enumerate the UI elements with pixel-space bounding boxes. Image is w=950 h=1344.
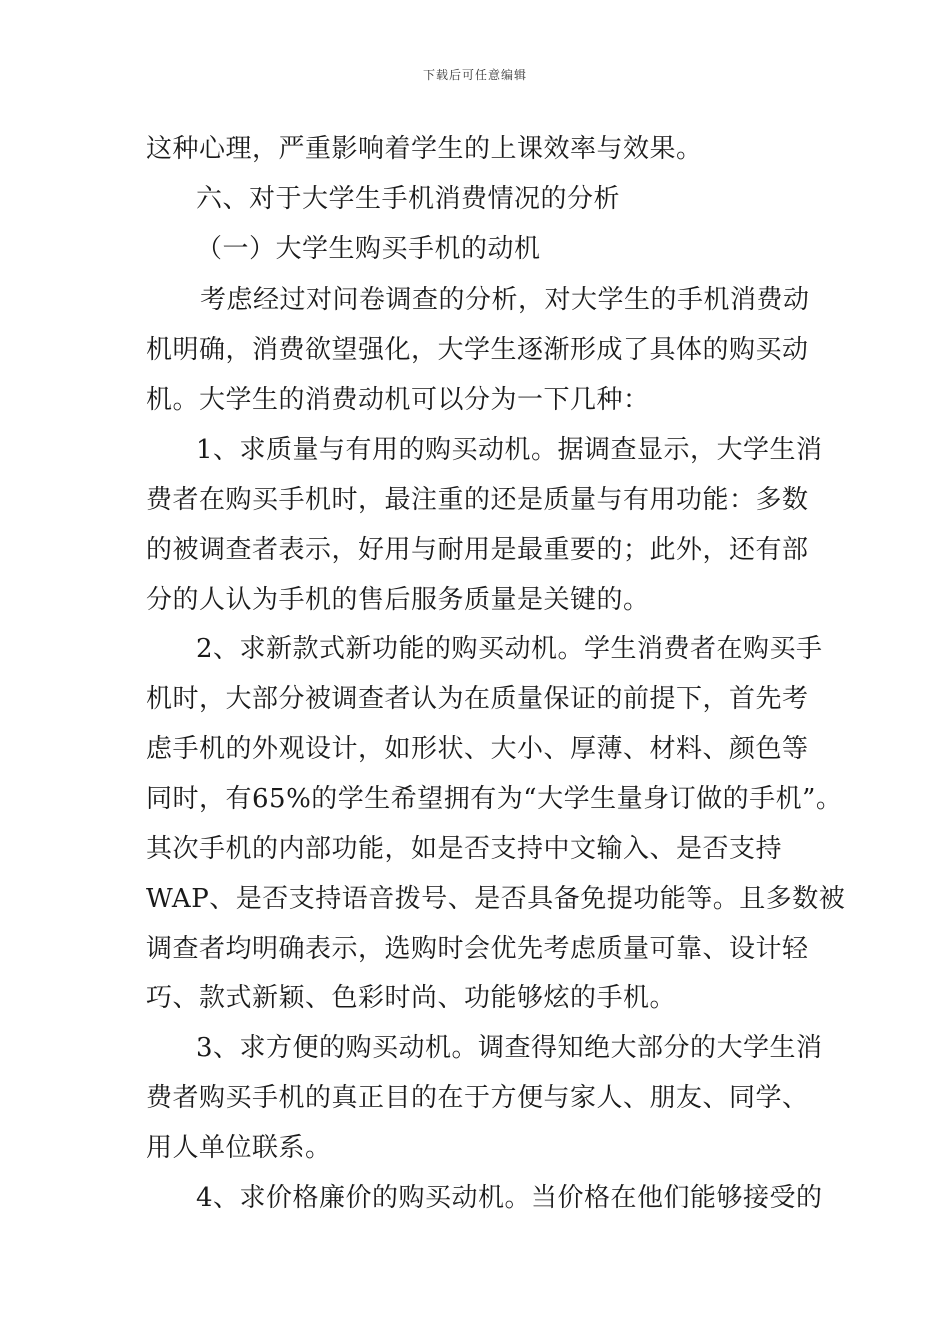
- subsection-heading: （一）大学生购买手机的动机: [196, 234, 541, 264]
- paragraph-line: 的被调查者表示，好用与耐用是最重要的；此外，还有部: [146, 535, 809, 565]
- paragraph-line: 调查者均明确表示，选购时会优先考虑质量可靠、设计轻: [146, 934, 809, 964]
- paragraph-line: 费者购买手机的真正目的在于方便与家人、朋友、同学、: [146, 1083, 809, 1113]
- section-heading: 六、对于大学生手机消费情况的分析: [196, 184, 621, 214]
- paragraph-line: 1、求质量与有用的购买动机。据调查显示，大学生消: [196, 435, 823, 465]
- paragraph-line: 虑手机的外观设计，如形状、大小、厚薄、材料、颜色等: [146, 734, 809, 764]
- paragraph-line: 巧、款式新颖、色彩时尚、功能够炫的手机。: [146, 983, 677, 1013]
- paragraph-line: 同时，有65%的学生希望拥有为“大学生量身订做的手机”。: [146, 784, 843, 814]
- paragraph-line: 2、求新款式新功能的购买动机。学生消费者在购买手: [196, 634, 823, 664]
- paragraph-line: 考虑经过对问卷调查的分析，对大学生的手机消费动: [200, 285, 810, 315]
- paragraph-line: 其次手机的内部功能，如是否支持中文输入、是否支持: [146, 834, 783, 864]
- paragraph-line: 机明确，消费欲望强化，大学生逐渐形成了具体的购买动: [146, 335, 809, 365]
- paragraph-line: 这种心理，严重影响着学生的上课效率与效果。: [146, 134, 703, 164]
- paragraph-line: 机时，大部分被调查者认为在质量保证的前提下，首先考: [146, 684, 809, 714]
- paragraph-line: 4、求价格廉价的购买动机。当价格在他们能够接受的: [196, 1183, 823, 1213]
- paragraph-line: 3、求方便的购买动机。调查得知绝大部分的大学生消: [196, 1033, 823, 1063]
- page-header: 下载后可任意编辑: [422, 68, 527, 82]
- paragraph-line: WAP、是否支持语音拨号、是否具备免提功能等。且多数被: [146, 884, 846, 914]
- paragraph-line: 费者在购买手机时，最注重的还是质量与有用功能：多数: [146, 485, 809, 515]
- paragraph-line: 机。大学生的消费动机可以分为一下几种：: [146, 385, 650, 415]
- paragraph-line: 分的人认为手机的售后服务质量是关键的。: [146, 585, 650, 615]
- paragraph-line: 用人单位联系。: [146, 1133, 332, 1163]
